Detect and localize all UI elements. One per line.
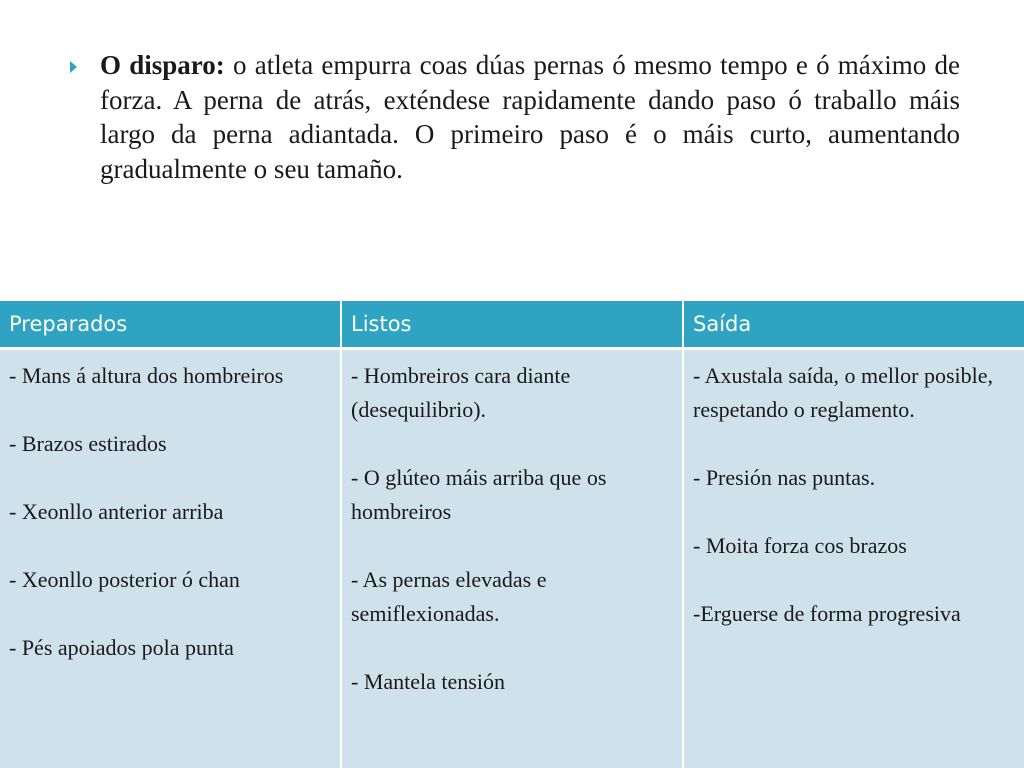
cell-saida [683, 349, 1024, 768]
table-header-row [0, 301, 1024, 349]
list-item: - Axustala saída, o mellor posible, respetando o reglamento. [693, 363, 993, 422]
column-header-preparados: Preparados [0, 301, 341, 349]
list-item: - Moita forza cos brazos [693, 533, 907, 558]
list-item: -Erguerse de forma progresiva [693, 601, 961, 626]
list-item: - O glúteo máis arriba que os hombreiros [351, 465, 607, 524]
list-item: - Mans á altura dos hombreiros [9, 363, 284, 388]
bullet-point [70, 48, 960, 186]
column-header-saida: Saída [683, 301, 1024, 349]
list-item: - Pés apoiados pola punta [9, 635, 234, 660]
table-row [0, 349, 1024, 768]
bullet-text [100, 48, 960, 186]
list-item: - Mantela tensión [351, 669, 505, 694]
cell-listos [341, 349, 683, 768]
phases-table [0, 301, 1024, 768]
list-item: - Brazos estirados [9, 431, 167, 456]
list-item: - Presión nas puntas. [693, 465, 876, 490]
bullet-body: o atleta empurra coas dúas pernas ó mesmo tempo e ó máximo de forza. A perna de atrás, exténdese rapidamente dando paso ó traballo máis largo da perna adiantada. O primeiro paso é o máis curto, aumentando gradualmente o seu tamaño. [100, 50, 961, 184]
cell-preparados [0, 349, 341, 768]
list-item: - As pernas elevadas e semiflexionadas. [351, 567, 547, 626]
column-header-listos: Listos [341, 301, 683, 349]
triangle-bullet-icon [70, 61, 77, 73]
list-item: - Hombreiros cara diante (desequilibrio). [351, 363, 571, 422]
bullet-heading: O disparo: [100, 50, 225, 80]
list-item: - Xeonllo posterior ó chan [9, 567, 240, 592]
list-item: - Xeonllo anterior arriba [9, 499, 224, 524]
